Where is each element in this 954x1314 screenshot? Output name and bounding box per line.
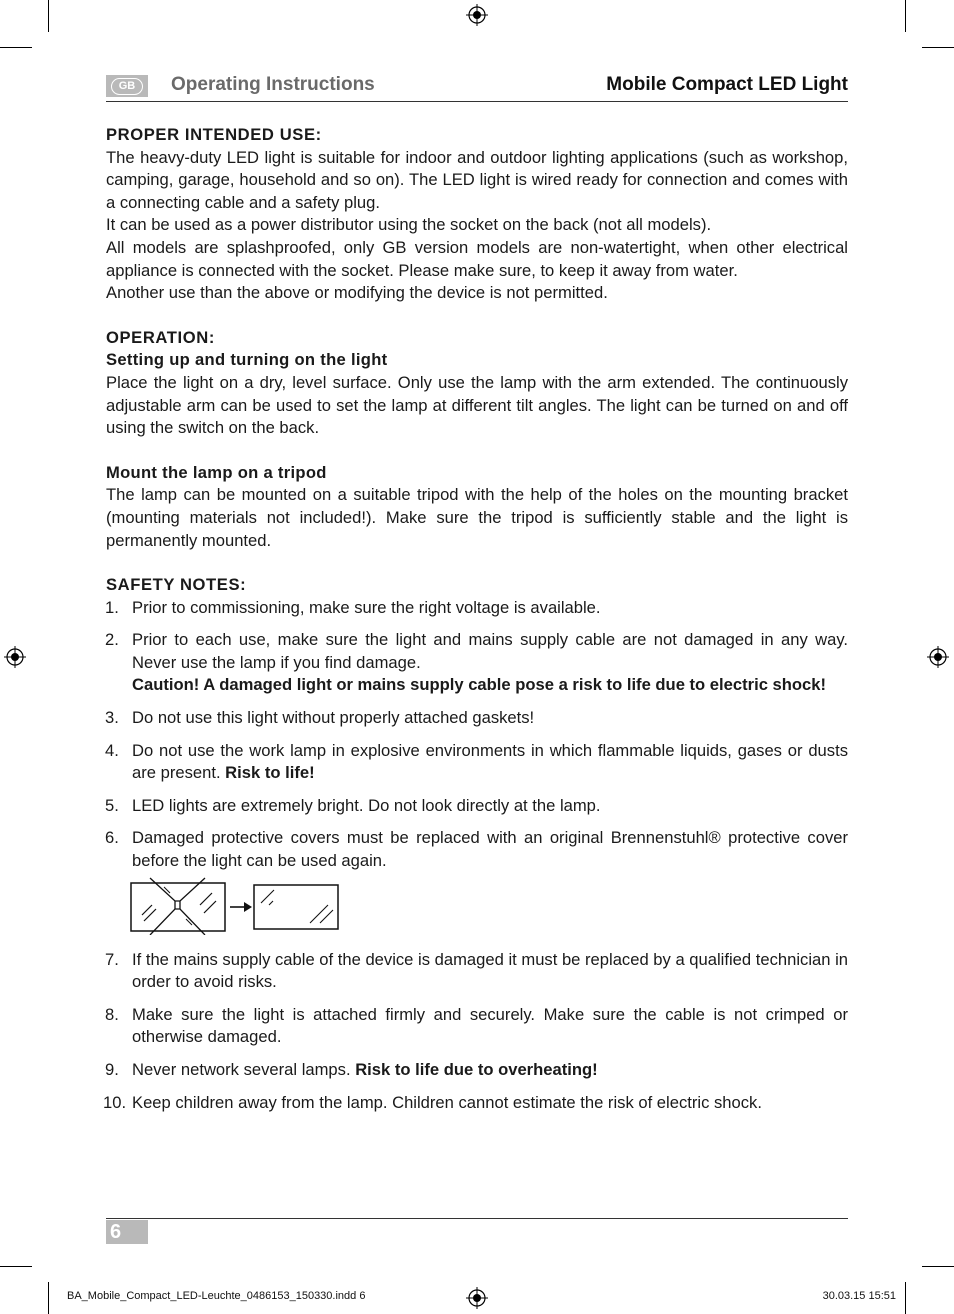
crop-mark bbox=[905, 0, 906, 32]
list-item: 6. Damaged protective covers must be replaced with an original Brennenstuhl® protective cover before the light can be used again. bbox=[105, 828, 848, 871]
language-badge bbox=[106, 75, 148, 97]
list-item: 10. Keep children away from the lamp. Children cannot estimate the risk of electric shock. bbox=[103, 1092, 762, 1112]
warning-text: Caution! A damaged light or mains supply cable pose a risk to life due to electric shock! bbox=[132, 675, 827, 695]
crop-mark bbox=[48, 0, 49, 32]
crop-mark bbox=[922, 1266, 954, 1267]
registration-mark-icon bbox=[466, 1287, 488, 1309]
list-item: 4. Do not use the work lamp in explosive environments in which flammable liquids, gases or dusts are present. Risk to life! bbox=[105, 740, 848, 783]
page-number: 6 bbox=[106, 1220, 148, 1244]
list-item: 5. LED lights are extremely bright. Do not look directly at the lamp. bbox=[105, 795, 601, 815]
registration-mark-icon bbox=[927, 646, 949, 668]
section-heading-operation: OPERATION: bbox=[106, 327, 215, 347]
list-item: 8. Make sure the light is attached firmly and securely. Make sure the cable is not crimped or otherwise damaged. bbox=[105, 1004, 848, 1047]
list-item: 2. Prior to each use, make sure the light and mains supply cable are not damaged in any way. Never use the lamp if you find damage. Caution! A damaged light or mains supply cable pose a risk to life due to electric shock! bbox=[105, 630, 848, 695]
list-item: 7. If the mains supply cable of the device is damaged it must be replaced by a qualified technician in order to avoid risks. bbox=[105, 949, 848, 992]
print-slug-filename: BA_Mobile_Compact_LED-Leuchte_0486153_150330.indd 6 bbox=[67, 1290, 366, 1302]
subheading-tripod: Mount the lamp on a tripod bbox=[106, 462, 327, 482]
paragraph: Another use than the above or modifying the device is not permitted. bbox=[106, 283, 608, 303]
paragraph: All models are splashproofed, only GB version models are non-watertight, when other electrical appliance is connected with the socket. Please make sure, to keep it away from water. bbox=[106, 237, 848, 280]
product-title: Mobile Compact LED Light bbox=[606, 74, 848, 95]
paragraph: The lamp can be mounted on a suitable tripod with the help of the holes on the mounting bracket (mounting materials not included!). Make sure the tripod is sufficiently stable and the light is permanently mounted. bbox=[106, 485, 848, 550]
language-code: GB bbox=[111, 78, 143, 95]
warning-text: Risk to life due to overheating! bbox=[355, 1060, 598, 1079]
safety-notes-list-continued bbox=[103, 949, 848, 1115]
main-content bbox=[103, 124, 848, 1124]
list-item: 1. Prior to commissioning, make sure the right voltage is available. bbox=[105, 597, 601, 617]
cover-replacement-illustration bbox=[130, 877, 848, 935]
document-type-title: Operating Instructions bbox=[171, 74, 375, 95]
safety-notes-list bbox=[106, 597, 848, 873]
list-item: 9. Never network several lamps. Risk to life due to overheating! bbox=[105, 1060, 598, 1079]
crop-mark bbox=[48, 1282, 49, 1314]
cover-replacement-icon bbox=[130, 877, 342, 935]
section-heading-intended-use: PROPER INTENDED USE: bbox=[106, 125, 322, 144]
footer-rule bbox=[106, 1218, 848, 1219]
registration-mark-icon bbox=[466, 4, 488, 26]
list-item: 3. Do not use this light without properly attached gaskets! bbox=[105, 708, 535, 728]
crop-mark bbox=[905, 1282, 906, 1314]
warning-text: Risk to life! bbox=[225, 763, 315, 783]
crop-mark bbox=[922, 47, 954, 48]
page-header bbox=[106, 73, 848, 102]
paragraph: The heavy-duty LED light is suitable for indoor and outdoor lighting applications (such as workshop, camping, garage, household and so on). The LED light is wired ready for connection and comes with a connecting cable and a safety plug. bbox=[106, 147, 848, 212]
subheading-setting-up: Setting up and turning on the light bbox=[106, 350, 388, 370]
crop-mark bbox=[0, 47, 32, 48]
crop-mark bbox=[0, 1266, 32, 1267]
print-slug-timestamp: 30.03.15 15:51 bbox=[822, 1290, 896, 1302]
section-heading-safety: SAFETY NOTES: bbox=[106, 575, 247, 595]
paragraph: Place the light on a dry, level surface. Only use the lamp with the arm extended. The continuously adjustable arm can be used to set the lamp at different tilt angles. The light can be turned on and off using the switch on the back. bbox=[106, 372, 848, 438]
paragraph: It can be used as a power distributor using the socket on the back (not all models). bbox=[106, 215, 712, 235]
registration-mark-icon bbox=[4, 646, 26, 668]
